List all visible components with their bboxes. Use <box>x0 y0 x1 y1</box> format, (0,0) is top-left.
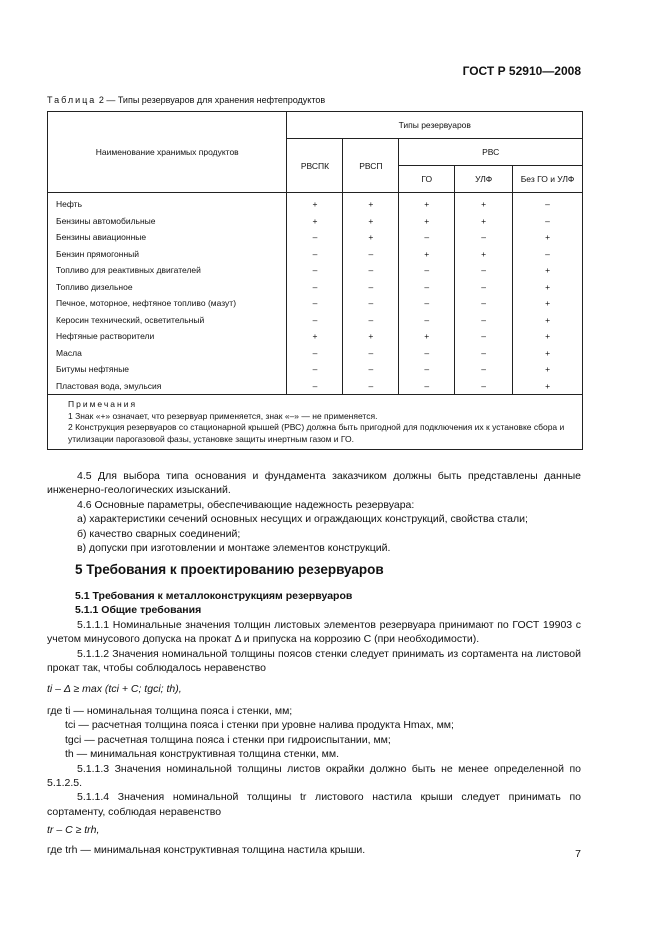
table-row <box>48 229 583 246</box>
cell-rvsp: + <box>343 328 399 345</box>
table-row <box>48 193 583 213</box>
cell-none: + <box>513 312 583 329</box>
product-name: Нефтяные растворители <box>48 328 287 345</box>
cell-none: + <box>513 279 583 296</box>
table-caption-text: 2 — Типы резервуаров для хранения нефтепродуктов <box>98 95 326 105</box>
cell-none: + <box>513 328 583 345</box>
cell-ulf: – <box>455 361 513 378</box>
where-th: th — минимальная конструктивная толщина стенки, мм. <box>65 748 340 761</box>
cell-rvspk: – <box>287 312 343 329</box>
cell-go: – <box>399 229 455 246</box>
cell-rvspk: – <box>287 246 343 263</box>
cell-rvsp: – <box>343 246 399 263</box>
product-name: Печное, моторное, нефтяное топливо (мазут) <box>48 295 287 312</box>
cell-rvsp: + <box>343 229 399 246</box>
notes-title: Примечания <box>68 399 138 409</box>
cell-rvspk: – <box>287 378 343 395</box>
cell-go: – <box>399 345 455 362</box>
table-row <box>48 345 583 362</box>
cell-rvsp: + <box>343 213 399 230</box>
subsection-5-1-title: 5.1 Требования к металлоконструкциям резервуаров <box>75 590 353 602</box>
where-tci: tci — расчетная толщина пояса i стенки при уровне налива продукта Hmax, мм; <box>65 719 454 732</box>
section-4-text <box>47 469 581 555</box>
table-row <box>48 246 583 263</box>
paragraph-4-5: 4.5 Для выбора типа основания и фундамента заказчиком должны быть представлены данные инженерно-геологических изысканий. <box>47 470 581 497</box>
table-row <box>48 378 583 395</box>
paragraph-5-1-1-2: 5.1.1.2 Значения номинальной толщины поясов стенки следует принимать из сортамента на листовой прокат так, чтобы соблюдалось неравенство <box>47 647 581 675</box>
cell-none: + <box>513 345 583 362</box>
cell-rvspk: – <box>287 262 343 279</box>
cell-ulf: – <box>455 279 513 296</box>
cell-go: – <box>399 361 455 378</box>
product-name: Бензин прямогонный <box>48 246 287 263</box>
cell-rvsp: – <box>343 345 399 362</box>
standard-code: ГОСТ Р 52910—2008 <box>462 64 581 78</box>
cell-rvsp: – <box>343 295 399 312</box>
table-row <box>48 279 583 296</box>
cell-none: – <box>513 193 583 213</box>
where-trh: где trh — минимальная конструктивная толщина настила крыши. <box>47 843 366 856</box>
cell-rvspk: + <box>287 193 343 213</box>
table-caption-word: Таблица <box>47 95 97 105</box>
paragraph-5-1-1-4: 5.1.1.4 Значения номинальной толщины tr листового настила крыши следует принимать по сортаменту, соблюдая неравенство <box>47 791 581 818</box>
cell-ulf: – <box>455 378 513 395</box>
tank-types-table <box>47 111 583 450</box>
table-row <box>48 328 583 345</box>
where-tgci: tgci — расчетная толщина пояса i стенки при гидроиспытании, мм; <box>65 733 391 746</box>
cell-ulf: – <box>455 328 513 345</box>
header-product-name: Наименование хранимых продуктов <box>48 112 287 193</box>
product-name: Пластовая вода, эмульсия <box>48 378 287 395</box>
header-ulf: УЛФ <box>455 166 513 193</box>
list-item-b: б) качество сварных соединений; <box>77 527 241 540</box>
cell-go: + <box>399 193 455 213</box>
table-caption <box>47 95 325 105</box>
table-notes <box>48 395 583 450</box>
cell-none: – <box>513 246 583 263</box>
product-name: Топливо для реактивных двигателей <box>48 262 287 279</box>
cell-rvsp: – <box>343 279 399 296</box>
note-1: 1 Знак «+» означает, что резервуар применяется, знак «–» — не применяется. <box>68 410 378 421</box>
cell-none: + <box>513 295 583 312</box>
cell-go: + <box>399 246 455 263</box>
where-ti: где ti — номинальная толщина пояса i стенки, мм; <box>47 705 293 718</box>
cell-go: – <box>399 378 455 395</box>
table-row <box>48 361 583 378</box>
cell-go: – <box>399 312 455 329</box>
cell-ulf: – <box>455 312 513 329</box>
cell-rvspk: – <box>287 229 343 246</box>
product-name: Топливо дизельное <box>48 279 287 296</box>
cell-go: + <box>399 213 455 230</box>
cell-rvspk: – <box>287 295 343 312</box>
cell-ulf: + <box>455 246 513 263</box>
formula-2: tr – C ≥ trh, <box>47 824 100 837</box>
subsection-5-1-1-title: 5.1.1 Общие требования <box>75 604 202 616</box>
header-go: ГО <box>399 166 455 193</box>
paragraph-4-6: 4.6 Основные параметры, обеспечивающие надежность резервуара: <box>77 498 415 511</box>
cell-rvsp: – <box>343 262 399 279</box>
cell-none: + <box>513 378 583 395</box>
paragraph-5-1-1-1: 5.1.1.1 Номинальные значения толщин листовых элементов резервуара принимают по ГОСТ 19903 с учетом минусового допуска на прокат Δ и припуска на коррозию C (при необходимости). <box>47 619 581 646</box>
list-item-a: а) характеристики сечений основных несущих и ограждающих конструкций, свойства стали; <box>77 513 528 526</box>
product-name: Бензины авиационные <box>48 229 287 246</box>
header-without-go-ulf: Без ГО и УЛФ <box>513 166 583 193</box>
cell-ulf: + <box>455 193 513 213</box>
cell-rvsp: – <box>343 361 399 378</box>
section-5-title: 5 Требования к проектированию резервуаров <box>75 562 384 577</box>
product-name: Масла <box>48 345 287 362</box>
table-row <box>48 213 583 230</box>
cell-ulf: – <box>455 345 513 362</box>
cell-none: + <box>513 229 583 246</box>
cell-ulf: – <box>455 295 513 312</box>
page-number: 7 <box>575 848 581 860</box>
product-name: Бензины автомобильные <box>48 213 287 230</box>
cell-rvspk: – <box>287 279 343 296</box>
cell-rvspk: – <box>287 345 343 362</box>
list-item-c: в) допуски при изготовлении и монтаже элементов конструкций. <box>77 542 391 555</box>
formula-1: ti – Δ ≥ max (tci + C; tgci; th), <box>47 682 182 695</box>
product-name: Нефть <box>48 193 287 213</box>
table-row <box>48 262 583 279</box>
cell-rvspk: + <box>287 328 343 345</box>
cell-go: + <box>399 328 455 345</box>
header-rvsp: РВСП <box>343 139 399 193</box>
cell-rvspk: + <box>287 213 343 230</box>
cell-ulf: – <box>455 262 513 279</box>
cell-go: – <box>399 279 455 296</box>
product-name: Керосин технический, осветительный <box>48 312 287 329</box>
cell-none: – <box>513 213 583 230</box>
note-2: 2 Конструкция резервуаров со стационарной крышей (РВС) должна быть пригодной для подключения их к установке сбора и утилизации парогазовой фазы, установке защиты инертным газом и ГО. <box>68 422 565 444</box>
cell-ulf: + <box>455 213 513 230</box>
product-name: Битумы нефтяные <box>48 361 287 378</box>
header-tank-types: Типы резервуаров <box>287 112 583 139</box>
header-rvspk: РВСПК <box>287 139 343 193</box>
table-row <box>48 312 583 329</box>
cell-none: + <box>513 361 583 378</box>
cell-none: + <box>513 262 583 279</box>
cell-go: – <box>399 295 455 312</box>
cell-go: – <box>399 262 455 279</box>
cell-rvsp: + <box>343 193 399 213</box>
cell-rvsp: – <box>343 312 399 329</box>
cell-rvsp: – <box>343 378 399 395</box>
table-row <box>48 295 583 312</box>
cell-rvspk: – <box>287 361 343 378</box>
header-rvs: РВС <box>399 139 583 166</box>
paragraph-5-1-1-3: 5.1.1.3 Значения номинальной толщины листов окрайки должно быть не менее определенной по 5.1.2.5. <box>47 762 581 790</box>
cell-ulf: – <box>455 229 513 246</box>
section-5-text <box>47 618 581 857</box>
